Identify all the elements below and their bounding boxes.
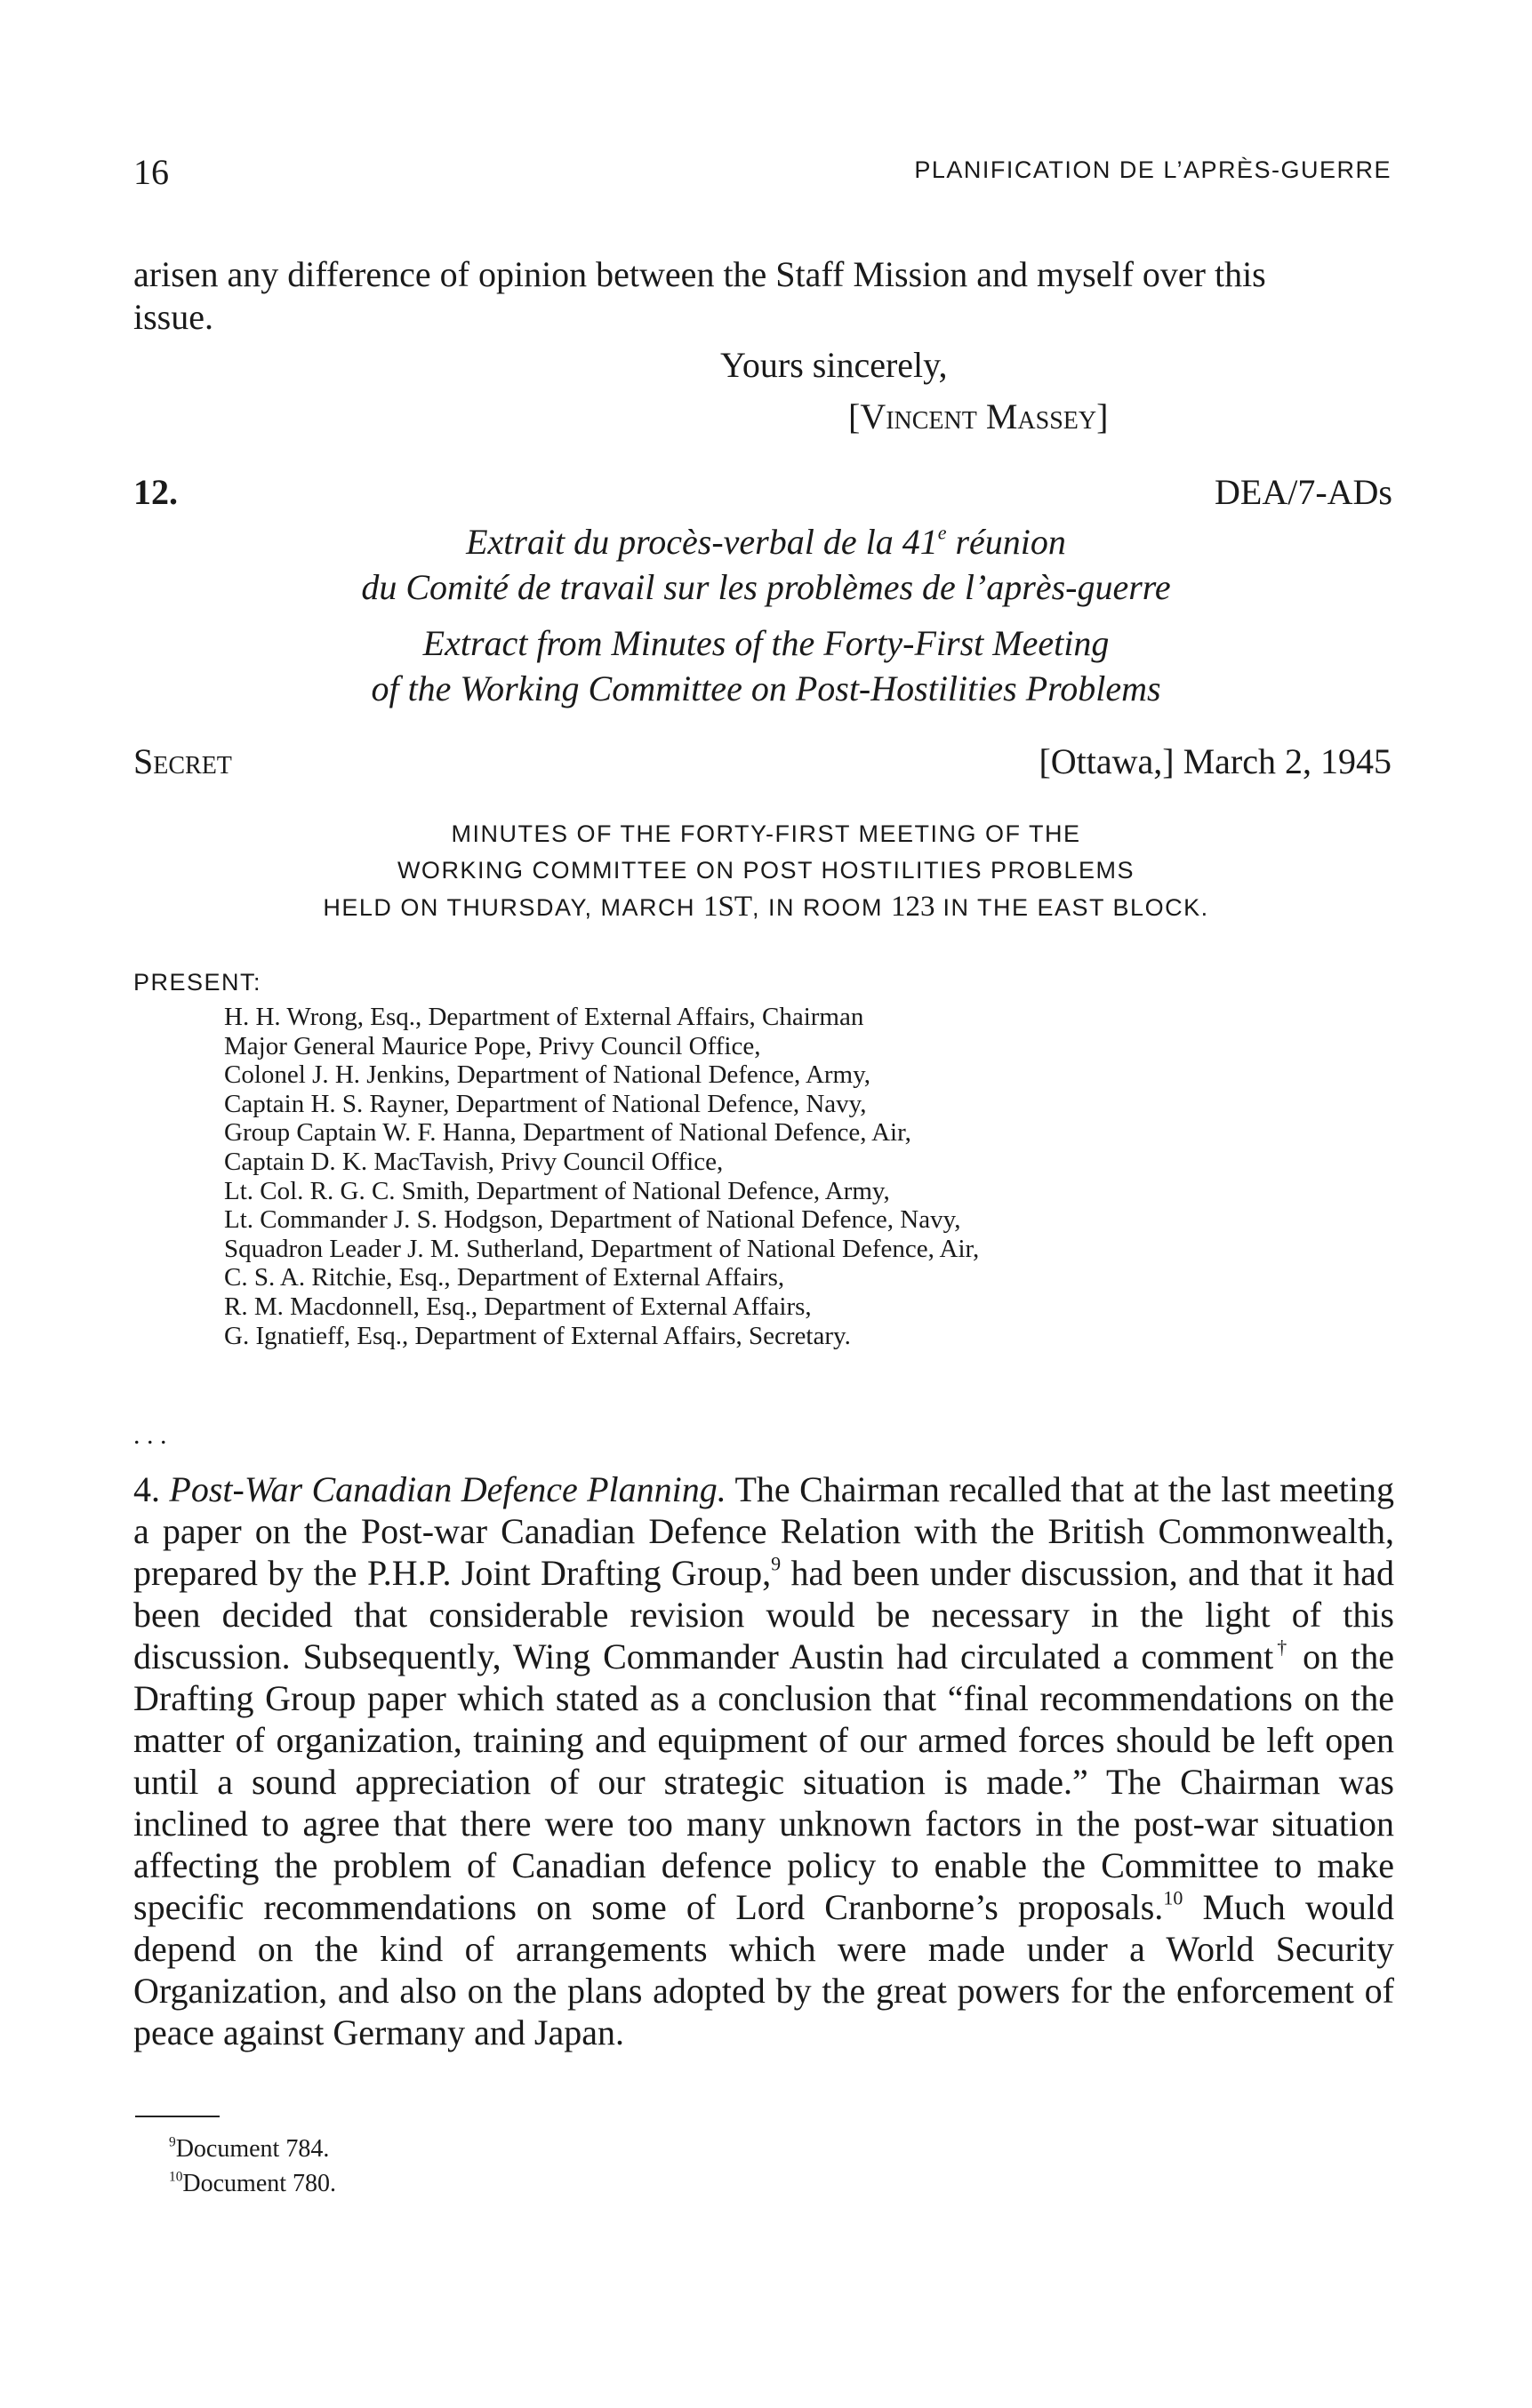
present-member: Lt. Commander J. S. Hodgson, Department of National Defence, Navy, (224, 1205, 961, 1235)
letter-signature: [Vincent Massey] (848, 396, 1109, 436)
minutes-heading-line-3 (0, 889, 1532, 926)
present-member: Squadron Leader J. M. Sutherland, Department of National Defence, Air, (224, 1234, 980, 1263)
title-french-line-1 (0, 521, 1532, 564)
footnote-ref: 9 (771, 1552, 782, 1575)
present-list (224, 1003, 979, 1350)
ellipsis: . . . (133, 1420, 167, 1450)
item-4-text: Much would depend on the kind of arrangements which were made under a World Security Organization, and also on the plans adopted by the great powers for the enforcement of peace against Germany and Japan. (133, 1887, 1394, 2052)
present-member: G. Ignatieff, Esq., Department of External Affairs, Secretary. (224, 1321, 851, 1350)
minutes-heading-date: 1ST (702, 891, 752, 923)
item-4-text: had been under discussion, and that it had been decided that considerable revision would be necessary in the light of this discussion. Subsequently, Wing Commander Austin had circulated a comment (133, 1553, 1394, 1676)
title-french-line-2: du Comité de travail sur les problèmes de l’après-guerre (361, 567, 1171, 607)
item-4-number: 4. (133, 1469, 170, 1509)
title-english-line-2: of the Working Committee on Post-Hostilities Problems (371, 668, 1161, 708)
minutes-heading-text-c: IN THE EAST BLOCK. (934, 894, 1209, 921)
item-4-text: The Chairman recalled that at the last meeting a paper on the Post-war Canadian Defence Relation with the British Commonwealth, prepared by the P.H.P. Joint Drafting Group, (133, 1469, 1395, 1593)
running-title: PLANIFICATION DE L’APRÈS-GUERRE (914, 156, 1392, 183)
minutes-heading-line-1: MINUTES OF THE FORTY-FIRST MEETING OF THE (451, 820, 1081, 847)
present-member: Group Captain W. F. Hanna, Department of National Defence, Air, (224, 1118, 911, 1148)
letter-closing: Yours sincerely, (720, 345, 948, 385)
footnote-10 (169, 2170, 336, 2198)
item-4-text: on the Drafting Group paper which stated as a conclusion that “final recommendations on the matter of organization, training and equipment of our armed forces should be left open until a sound appreciation of our strategic situation is made.” The Chairman was inclined to agree that there were too many unknown factors in the post-war situation affecting the problem of Canadian defence policy to enable the Committee to make specific recommendations on some of Lord Cranborne’s proposals. (133, 1636, 1394, 1927)
document-reference: DEA/7-ADs (1215, 472, 1392, 512)
present-member: Captain D. K. MacTavish, Privy Council Office, (224, 1147, 724, 1176)
footnote-ref: † (1273, 1636, 1291, 1659)
minutes-heading-text-b: , IN ROOM (752, 894, 891, 921)
present-member: Captain H. S. Rayner, Department of National Defence, Navy, (224, 1089, 867, 1118)
classification: Secret (133, 741, 232, 781)
footnote-9 (169, 2135, 329, 2164)
footnote-mark: 10 (169, 2169, 183, 2185)
present-member: Major General Maurice Pope, Privy Council Office, (224, 1031, 761, 1060)
minutes-heading-line-2: WORKING COMMITTEE ON POST HOSTILITIES PROBLEMS (397, 857, 1135, 884)
present-member: R. M. Macdonnell, Esq., Department of External Affairs, (224, 1292, 812, 1321)
present-member: H. H. Wrong, Esq., Department of External Affairs, Chairman (224, 1003, 864, 1031)
letter-text-line-2: issue. (133, 297, 213, 337)
document-number: 12. (133, 472, 178, 512)
footnote-ref: 10 (1163, 1886, 1183, 1909)
title-french-text-b: réunion (946, 522, 1066, 562)
title-french-superscript: e (937, 521, 947, 544)
footnote-text: Document 784. (175, 2135, 330, 2163)
present-member: Lt. Col. R. G. C. Smith, Department of National Defence, Army, (224, 1176, 890, 1205)
footnote-rule (135, 2116, 220, 2117)
present-label: PRESENT: (133, 969, 262, 996)
letter-text-line-1: arisen any difference of opinion between the Staff Mission and myself over this (133, 254, 1266, 294)
present-member: C. S. A. Ritchie, Esq., Department of External Affairs, (224, 1263, 785, 1292)
title-french-text-a: Extrait du procès-verbal de la 41 (466, 522, 938, 562)
item-4-heading: Post-War Canadian Defence Planning. (169, 1469, 726, 1509)
place-date: [Ottawa,] March 2, 1945 (1039, 741, 1392, 781)
item-4-paragraph (133, 1468, 1394, 2053)
footnote-text: Document 780. (182, 2170, 337, 2197)
present-member: Colonel J. H. Jenkins, Department of National Defence, Army, (224, 1060, 870, 1090)
footnote-mark: 9 (169, 2134, 176, 2150)
title-english-line-1: Extract from Minutes of the Forty-First Meeting (422, 623, 1110, 663)
minutes-heading-text-a: HELD ON THURSDAY, MARCH (323, 894, 703, 921)
page-number: 16 (133, 152, 169, 192)
minutes-heading-room: 123 (891, 891, 935, 923)
